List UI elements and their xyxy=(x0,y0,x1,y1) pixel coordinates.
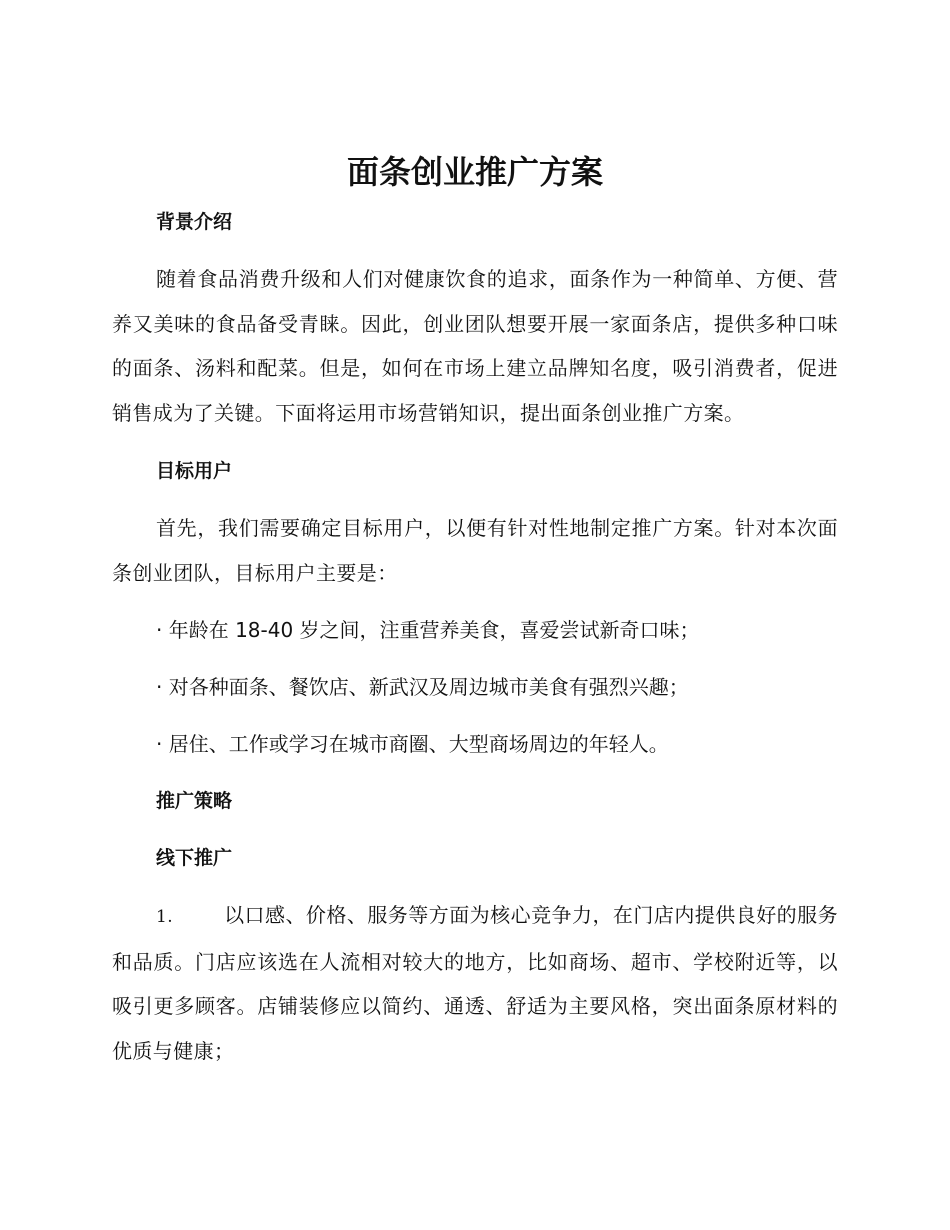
item-text: 以口感、价格、服务等方面为核心竞争力，在门店内提供良好的服务和品质。门店应该选在人流相对较大的地方，比如商场、超市、学校附近等，以吸引更多顾客。店铺装修应以简约、通透、舒适为主要风格，突出面条原材料的优质与健康； xyxy=(112,903,838,1063)
target-users-paragraph: 首先，我们需要确定目标用户，以便有针对性地制定推广方案。针对本次面条创业团队，目标用户主要是： xyxy=(112,516,838,585)
subsection-heading-offline: 线下推广 xyxy=(156,847,233,869)
document-body xyxy=(112,200,838,1073)
bullet-item: · 居住、工作或学习在城市商圈、大型商场周边的年轻人。 xyxy=(156,732,669,756)
section-heading-strategy: 推广策略 xyxy=(156,790,233,812)
item-number: 1. xyxy=(156,907,174,927)
section-heading-target-users: 目标用户 xyxy=(156,460,233,482)
document-title: 面条创业推广方案 xyxy=(346,153,603,191)
section-heading-background: 背景介绍 xyxy=(156,211,233,233)
background-paragraph: 随着食品消费升级和人们对健康饮食的追求，面条作为一种简单、方便、营养又美味的食品备受青睐。因此，创业团队想要开展一家面条店，提供多种口味的面条、汤料和配菜。但是，如何在市场上建立品牌知名度，吸引消费者，促进销售成为了关键。下面将运用市场营销知识，提出面条创业推广方案。 xyxy=(112,267,838,425)
bullet-item: · 对各种面条、餐饮店、新武汉及周边城市美食有强烈兴趣； xyxy=(156,675,689,699)
numbered-item xyxy=(112,893,838,1073)
bullet-item: · 年龄在 18-40 岁之间，注重营养美食，喜爱尝试新奇口味； xyxy=(156,618,700,642)
